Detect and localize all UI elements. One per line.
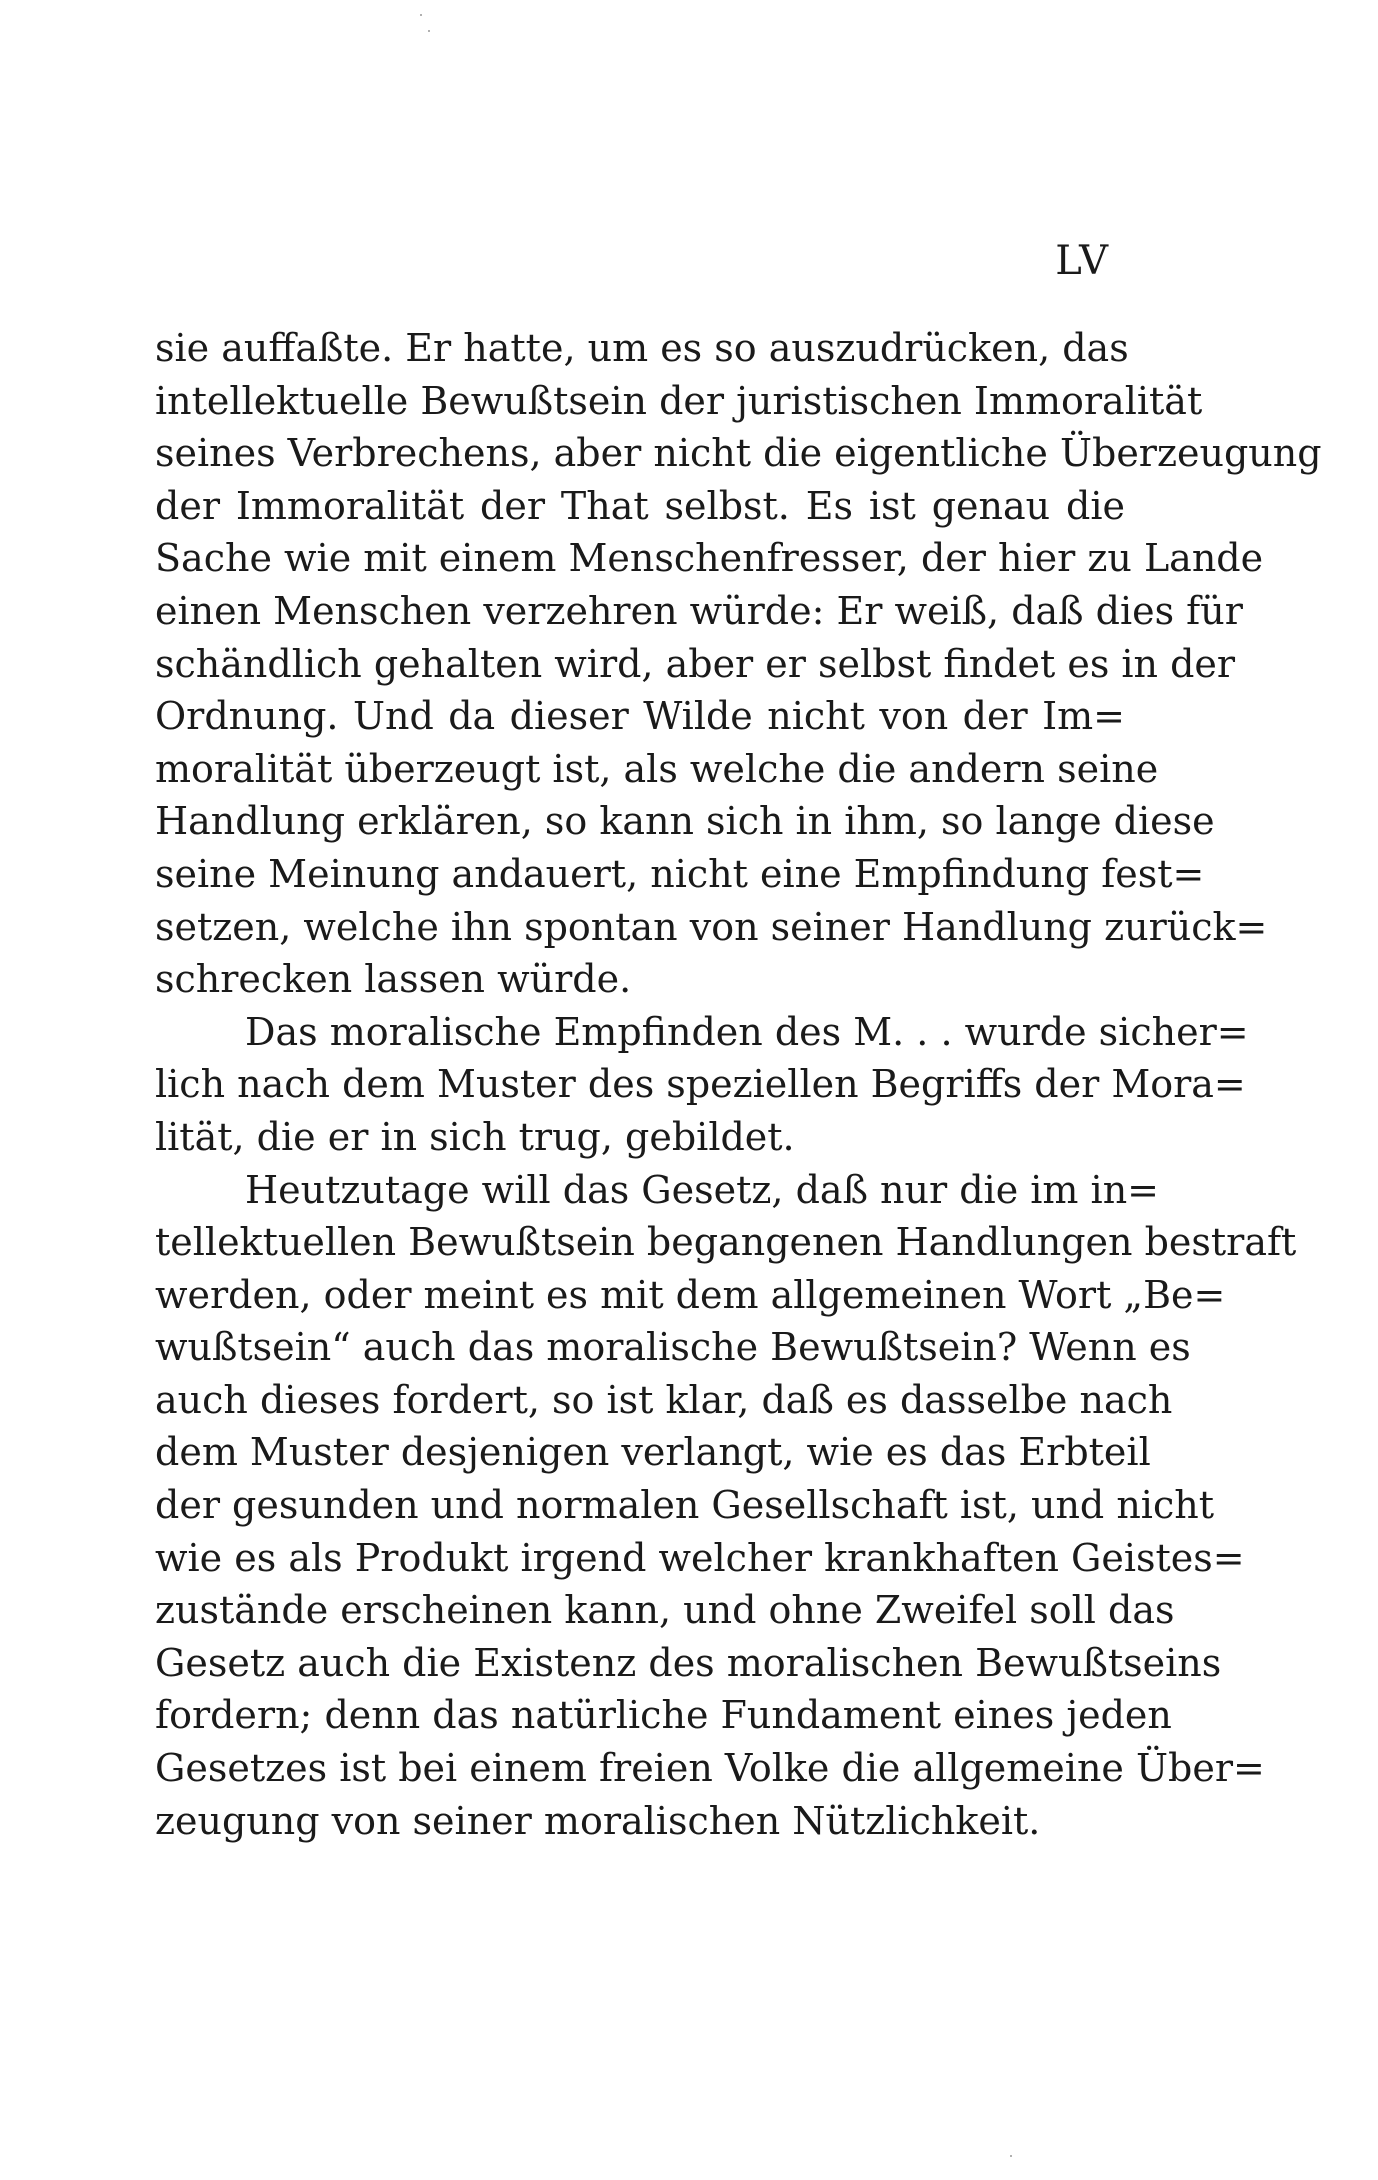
paper-speck [1010, 2155, 1012, 2157]
text-line: wußtsein“ auch das moralische Bewußtsein? Wenn es [155, 1325, 1191, 1370]
text-line: auch dieses fordert, so ist klar, daß es dasselbe nach [155, 1377, 1173, 1422]
paragraph [155, 322, 1322, 1006]
text-line: einen Menschen verzehren würde: Er weiß, daß dies für [155, 588, 1243, 633]
text-line: seines Verbrechens, aber nicht die eigentliche Überzeugung [155, 431, 1322, 476]
text-line: der Immoralität der That selbst. Es ist genau die [155, 483, 1125, 528]
text-line: fordern; denn das natürliche Fundament eines jeden [155, 1693, 1172, 1738]
text-line: moralität überzeugt ist, als welche die andern seine [155, 746, 1159, 791]
text-line: schändlich gehalten wird, aber er selbst findet es in der [155, 641, 1236, 686]
text-line: lich nach dem Muster des speziellen Begriffs der Mora= [155, 1062, 1246, 1107]
paragraph [155, 1006, 1249, 1164]
text-line: Handlung erklären, so kann sich in ihm, so lange diese [155, 799, 1215, 844]
text-line: tellektuellen Bewußtsein begangenen Handlungen bestraft [155, 1220, 1297, 1265]
text-line: Gesetzes ist bei einem freien Volke die allgemeine Über= [155, 1746, 1265, 1791]
paper-speck [420, 14, 422, 16]
text-line: Heutzutage will das Gesetz, daß nur die im in= [245, 1167, 1160, 1212]
text-line: dem Muster desjenigen verlangt, wie es das Erbteil [155, 1430, 1151, 1475]
text-line: sie auffaßte. Er hatte, um es so auszudrücken, das [155, 326, 1129, 370]
text-line: lität, die er in sich trug, gebildet. [155, 1114, 795, 1159]
text-line: schrecken lassen würde. [155, 957, 632, 1002]
text-line: der gesunden und normalen Gesellschaft ist, und nicht [155, 1483, 1214, 1528]
paper-speck [428, 30, 430, 32]
text-line: intellektuelle Bewußtsein der juristischen Immoralität [155, 378, 1203, 423]
text-line: werden, oder meint es mit dem allgemeinen Wort „Be= [155, 1272, 1226, 1317]
text-line: Ordnung. Und da dieser Wilde nicht von der Im= [155, 694, 1125, 739]
text-line: zustände erscheinen kann, und ohne Zweifel soll das [155, 1588, 1175, 1633]
text-line: wie es als Produkt irgend welcher krankhaften Geistes= [155, 1535, 1245, 1580]
text-line: Gesetz auch die Existenz des moralischen Bewußtseins [155, 1640, 1222, 1685]
text-line: Das moralische Empfinden des M. . . wurde sicher= [245, 1009, 1249, 1054]
text-line: setzen, welche ihn spontan von seiner Handlung zurück= [155, 904, 1268, 949]
text-line: Sache wie mit einem Menschenfresser, der hier zu Lande [155, 536, 1264, 581]
page-number: LV [1055, 238, 1110, 284]
text-line: zeugung von seiner moralischen Nützlichkeit. [155, 1798, 1041, 1843]
paragraph [155, 1164, 1297, 1848]
text-line: seine Meinung andauert, nicht eine Empfindung fest= [155, 851, 1205, 896]
body-text [155, 322, 1322, 1847]
